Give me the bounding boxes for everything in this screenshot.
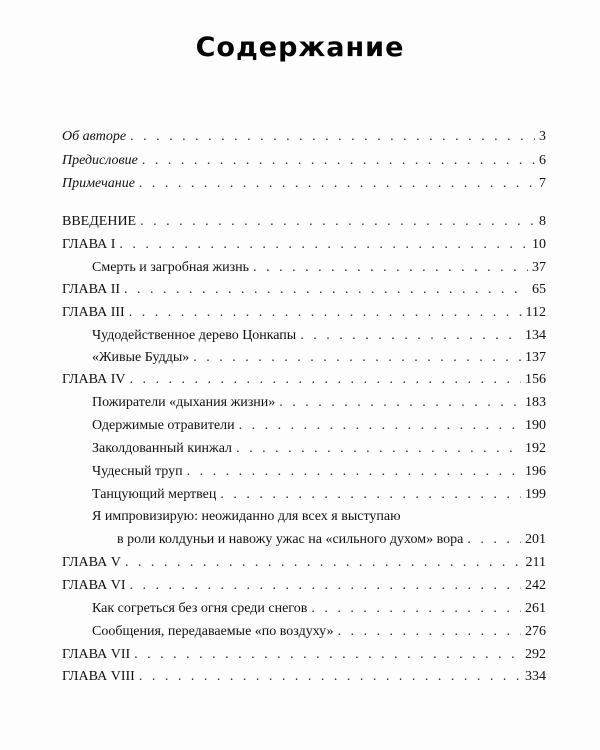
dot-leader xyxy=(187,461,521,483)
dot-leader xyxy=(338,621,521,643)
toc-entry-chapter-6[interactable] xyxy=(62,575,546,597)
toc-entry-about-author[interactable] xyxy=(62,126,546,148)
toc-entry-page: 183 xyxy=(525,395,546,410)
toc-entry-label: Заколдованный кинжал xyxy=(92,441,233,456)
toc-entry-page: 3 xyxy=(539,129,546,144)
toc-entry-chapter-4[interactable] xyxy=(62,369,546,391)
dot-leader xyxy=(193,347,521,369)
toc-entry-warm-without-fire[interactable] xyxy=(92,598,546,620)
dot-leader xyxy=(140,211,535,233)
dot-leader xyxy=(130,575,522,597)
dot-leader xyxy=(124,279,528,301)
dot-leader xyxy=(239,415,521,437)
toc-entry-label: ГЛАВА VIII xyxy=(62,669,135,684)
toc-entry-enchanted-dagger[interactable] xyxy=(92,438,546,460)
toc-entry-chapter-2[interactable] xyxy=(62,279,546,301)
dot-leader xyxy=(253,257,528,279)
toc-entry-chapter-7[interactable] xyxy=(62,644,546,666)
toc-entry-miraculous-corpse[interactable] xyxy=(92,461,546,483)
toc-entry-page: 156 xyxy=(525,372,546,387)
toc-entry-page: 276 xyxy=(525,624,546,639)
dot-leader xyxy=(467,529,521,551)
toc-entry-label: ГЛАВА III xyxy=(62,305,125,320)
toc-entry-page: 211 xyxy=(525,555,546,570)
toc-entry-dancing-dead[interactable] xyxy=(92,484,546,506)
toc-entry-page: 242 xyxy=(525,578,546,593)
toc-entry-page: 292 xyxy=(525,647,546,662)
dot-leader xyxy=(279,392,521,414)
toc-entry-introduction[interactable] xyxy=(62,211,546,233)
toc-entry-improvise-line-2[interactable] xyxy=(117,529,546,551)
toc-entry-label: Танцующий мертвец xyxy=(92,487,217,502)
dot-leader xyxy=(130,369,522,391)
toc-entry-page: 196 xyxy=(525,464,546,479)
toc-entry-page: 134 xyxy=(525,328,546,343)
toc-entry-page: 192 xyxy=(525,441,546,456)
toc-entry-label: Пожиратели «дыхания жизни» xyxy=(92,395,276,410)
toc-entry-label: ГЛАВА II xyxy=(62,282,121,297)
toc-entry-label: ГЛАВА IV xyxy=(62,372,126,387)
toc-entry-label: Одержимые отравители xyxy=(92,418,235,433)
toc-entry-preface[interactable] xyxy=(62,150,546,172)
dot-leader xyxy=(220,484,521,506)
toc-entry-page: 10 xyxy=(532,237,546,252)
toc-entry-death-afterlife[interactable] xyxy=(92,257,546,279)
toc-entry-possessed-poisoners[interactable] xyxy=(92,415,546,437)
toc-entry-chapter-8[interactable] xyxy=(62,666,546,688)
toc-entry-page: 37 xyxy=(532,260,546,275)
toc-entry-label: Примечание xyxy=(62,176,135,191)
toc-entry-page: 7 xyxy=(539,176,546,191)
toc-entry-note[interactable] xyxy=(62,173,546,195)
toc-entry-label: Как согреться без огня среди снегов xyxy=(92,601,308,616)
toc-entry-page: 334 xyxy=(525,669,546,684)
toc-entry-label: Об авторе xyxy=(62,129,127,144)
dot-leader xyxy=(139,173,535,195)
toc-entry-living-buddhas[interactable] xyxy=(92,347,546,369)
dot-leader xyxy=(236,438,521,460)
toc-entry-messages-by-air[interactable] xyxy=(92,621,546,643)
toc-entry-page: 261 xyxy=(525,601,546,616)
toc-entry-label: Смерть и загробная жизнь xyxy=(92,260,250,275)
toc-entry-page: 65 xyxy=(532,282,546,297)
toc-entry-label: Чудесный труп xyxy=(92,464,183,479)
dot-leader xyxy=(142,150,535,172)
toc-entry-page: 190 xyxy=(525,418,546,433)
dot-leader xyxy=(134,644,521,666)
toc-entry-page: 112 xyxy=(525,305,546,320)
dot-leader xyxy=(311,598,521,620)
toc-entry-label: ГЛАВА VII xyxy=(62,647,131,662)
dot-leader xyxy=(139,666,521,688)
toc-entry-label: в роли колдуньи и навожу ужас на «сильного духом» вора xyxy=(117,532,464,547)
dot-leader xyxy=(300,325,521,347)
toc-entry-breath-eaters[interactable] xyxy=(92,392,546,414)
toc-entry-page: 201 xyxy=(525,532,546,547)
page-title: Содержание xyxy=(195,32,405,63)
dot-leader xyxy=(130,126,535,148)
toc-entry-label: Предисловие xyxy=(62,153,138,168)
toc-entry-chapter-1[interactable] xyxy=(62,234,546,256)
toc-entry-chapter-3[interactable] xyxy=(62,302,546,324)
toc-entry-label: ГЛАВА V xyxy=(62,555,121,570)
toc-entry-label: ГЛАВА VI xyxy=(62,578,126,593)
toc-entry-label: «Живые Будды» xyxy=(92,350,190,365)
toc-entry-page: 6 xyxy=(539,153,546,168)
dot-leader xyxy=(129,302,522,324)
toc-entry-label: Сообщения, передаваемые «по воздуху» xyxy=(92,624,334,639)
toc-entry-page: 199 xyxy=(525,487,546,502)
dot-leader xyxy=(125,552,522,574)
toc-entry-page: 8 xyxy=(539,214,546,229)
toc-entry-label: Чудодейственное дерево Цонкапы xyxy=(92,328,297,343)
toc-entry-label: ГЛАВА I xyxy=(62,237,116,252)
toc-entry-page: 137 xyxy=(525,350,546,365)
toc-entry-tsongkhapa-tree[interactable] xyxy=(92,325,546,347)
toc-entry-label: ВВЕДЕНИЕ xyxy=(62,214,137,229)
toc-entry-chapter-5[interactable] xyxy=(62,552,546,574)
toc-entry-improvise-line-1[interactable]: Я импровизирую: неожиданно для всех я выступаю xyxy=(92,509,401,524)
dot-leader xyxy=(119,234,528,256)
